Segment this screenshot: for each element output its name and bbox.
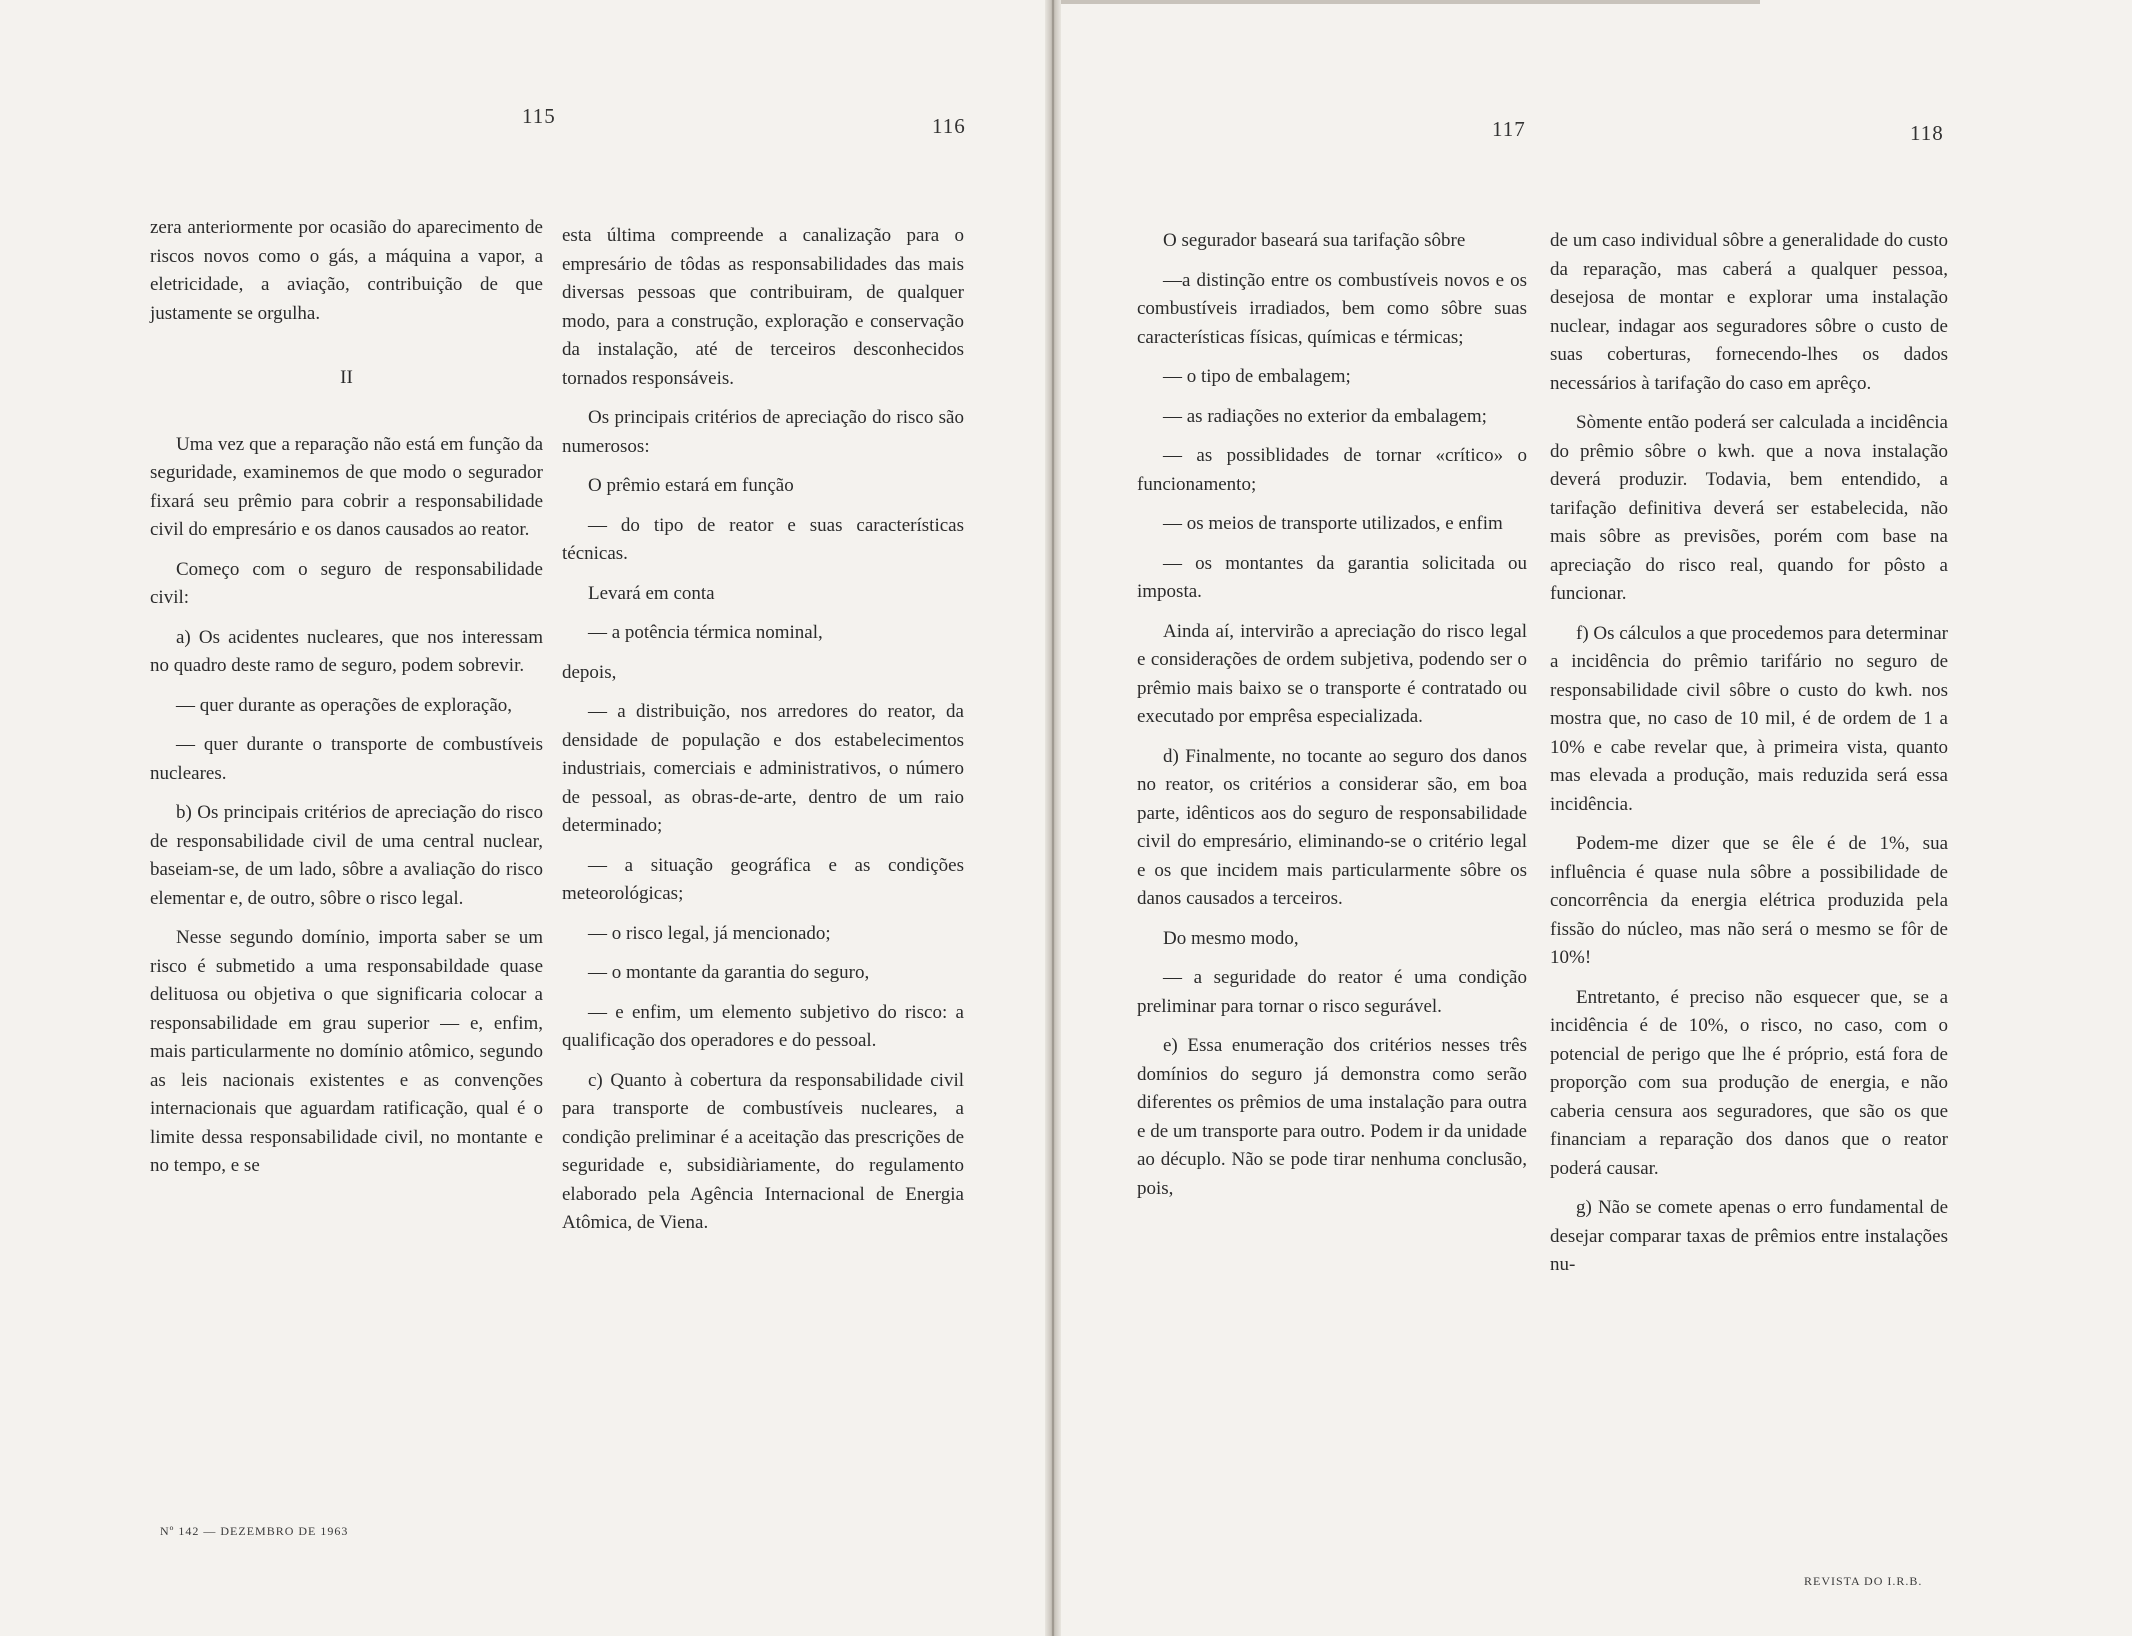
paragraph: — quer durante o transporte de combustíveis nucleares. [150,734,543,784]
paragraph: — o tipo de embalagem; [1163,366,1351,387]
paragraph: Os principais critérios de apreciação do risco são numerosos: [562,407,964,457]
paragraph: — do tipo de reator e suas características técnicas. [562,514,964,564]
paragraph: f) Os cálculos a que procedemos para determinar a incidência do prêmio tarifário no seguro de responsabilidade civil sôbre o custo do kwh. nos mostra que, no caso de 10 mil, é de ordem de 1 a 10% e cabe revelar que, à primeira vista, quanto mas elevada a produção, mais reduzida será essa incidência. [1550,622,1948,815]
paragraph: Sòmente então poderá ser calculada a incidência do prêmio sôbre o kwh. que a nova instalação deverá produzir. Todavia, bem entendido, a tarifação definitiva deverá ser estabelecida, não mais sôbre as previsões, porém com base na apreciação do risco real, quando for pôsto a funcionar. [1550,412,1948,604]
column-page-115 [150,214,543,1192]
paragraph: Nesse segundo domínio, importa saber se um risco é submetido a uma responsabildade quase delituosa ou objetiva o que significaria colocar a responsabilidade em grau superior — e, enfim, mais particularmente no domínio atômico, segundo as leis nacionais existentes e as convenções internacionais que aguardam ratificação, qual é o limite dessa responsabilidade civil, no montante e no tempo, e se [150,927,543,1176]
book-gutter [1045,0,1061,1636]
paragraph: — os montantes da garantia solicitada ou imposta. [1137,552,1527,602]
page-number-116: 116 [932,114,966,138]
paragraph: — e enfim, um elemento subjetivo do risco: a qualificação dos operadores e do pessoal. [562,1001,964,1051]
paragraph: —a distinção entre os combustíveis novos e os combustíveis irradiados, bem como sôbre suas características físicas, químicas e térmicas; [1137,269,1527,348]
page-number-117: 117 [1492,117,1526,141]
paragraph: — quer durante as operações de exploração, [176,694,513,716]
paragraph: zera anteriormente por ocasião do aparecimento de riscos novos como o gás, a máquina a vapor, a eletricidade, a aviação, contribuição de que justamente se orgulha. [150,217,543,324]
column-page-117 [1137,227,1527,1214]
paragraph: Começo com o seguro de responsabilidade civil: [150,558,543,608]
paragraph: Levará em conta [588,582,715,604]
page-edge-line [1060,0,1760,4]
footer-journal: REVISTA DO I.R.B. [1804,1574,1923,1588]
paragraph: Entretanto, é preciso não esquecer que, se a incidência é de 10%, o risco, no caso, com o potencial de perigo que lhe é próprio, está fora de proporção com sua produção de energia, e não caberia censura aos seguradores, que são os que financiam a reparação dos danos que o reator poderá causar. [1550,986,1948,1179]
paragraph: Podem-me dizer que se êle é de 1%, sua influência é quase nula sôbre a possibilidade de concorrência da energia elétrica produzida pela fissão do núcleo, mas não será o mesmo se fôr de 10%! [1550,833,1948,968]
paragraph: e) Essa enumeração dos critérios nesses três domínios do seguro já demonstra como serão diferentes os prêmios de uma instalação para outra e de um transporte para outro. Podem ir da unidade ao décuplo. Não se pode tirar nenhuma conclusão, pois, [1137,1035,1527,1199]
paragraph: de um caso individual sôbre a generalidade do custo da reparação, mas caberá a qualquer pessoa, desejosa de montar e explorar uma instalação nuclear, indagar aos seguradores sôbre o custo de suas coberturas, fornecendo-lhes os dados necessários à tarifação do caso em aprêço. [1550,230,1948,394]
paragraph: a) Os acidentes nucleares, que nos interessam no quadro deste ramo de seguro, podem sobrevir. [150,626,543,676]
paragraph: — os meios de transporte utilizados, e enfim [1163,513,1503,534]
paragraph: — a distribuição, nos arredores do reator, da densidade de população e dos estabelecimentos industriais, comerciais e administrativos, o número de pessoal, as obras-de-arte, dentro de um raio determinado; [562,701,964,836]
footer-issue: Nº 142 — DEZEMBRO DE 1963 [160,1524,349,1538]
paragraph: II [340,367,353,388]
paragraph: — a potência térmica nominal, [588,622,823,643]
paragraph: c) Quanto à cobertura da responsabilidade civil para transporte de combustíveis nucleares, a condição preliminar é a aceitação das prescrições de seguridade e, subsidiàriamente, do regulamento elaborado pela Agência Internacional de Energia Atômica, de Viena. [562,1069,964,1233]
paragraph: Uma vez que a reparação não está em função da seguridade, examinemos de que modo o segurador fixará seu prêmio para cobrir a responsabilidade civil do empresário e os danos causados ao reator. [150,433,543,540]
paragraph: — o montante da garantia do seguro, [588,962,870,983]
column-page-118 [1550,227,1948,1291]
column-page-116 [562,222,964,1249]
page-number-118: 118 [1910,121,1944,145]
paragraph: — a situação geográfica e as condições meteorológicas; [562,854,964,904]
paragraph: Ainda aí, intervirão a apreciação do risco legal e considerações de ordem subjetiva, podendo ser o prêmio mais baixo se o transporte é contratado ou executado por emprêsa especializada. [1137,620,1527,727]
paragraph: — as possiblidades de tornar «crítico» o funcionamento; [1137,445,1527,495]
paragraph: O segurador baseará sua tarifação sôbre [1163,230,1466,251]
paragraph: — o risco legal, já mencionado; [588,922,831,944]
paragraph: — a seguridade do reator é uma condição preliminar para tornar o risco segurável. [1137,967,1527,1017]
paragraph: b) Os principais critérios de apreciação do risco de responsabilidade civil de uma central nuclear, baseiam-se, de um lado, sôbre a avaliação do risco elementar e, de outro, sôbre o risco legal. [150,802,543,909]
paragraph: d) Finalmente, no tocante ao seguro dos danos no reator, os critérios a considerar são, em boa parte, idênticos aos do seguro de responsabilidade civil do empresário, eliminando-se o critério legal e os que incidem mais particularmente sôbre os danos causados a terceiros. [1137,745,1527,909]
page-number-115: 115 [522,104,556,128]
paragraph: g) Não se comete apenas o erro fundamental de desejar comparar taxas de prêmios entre instalações nu- [1550,1197,1948,1275]
paragraph: depois, [562,661,617,683]
paragraph: esta última compreende a canalização para o empresário de tôdas as responsabilidades das mais diversas pessoas que contribuiram, de qualquer modo, para a construção, exploração e conservação da instalação, até de terceiros desconhecidos tornados responsáveis. [562,225,964,389]
paragraph: Do mesmo modo, [1163,927,1299,949]
paragraph: O prêmio estará em função [588,475,794,496]
paragraph: — as radiações no exterior da embalagem; [1163,405,1487,427]
